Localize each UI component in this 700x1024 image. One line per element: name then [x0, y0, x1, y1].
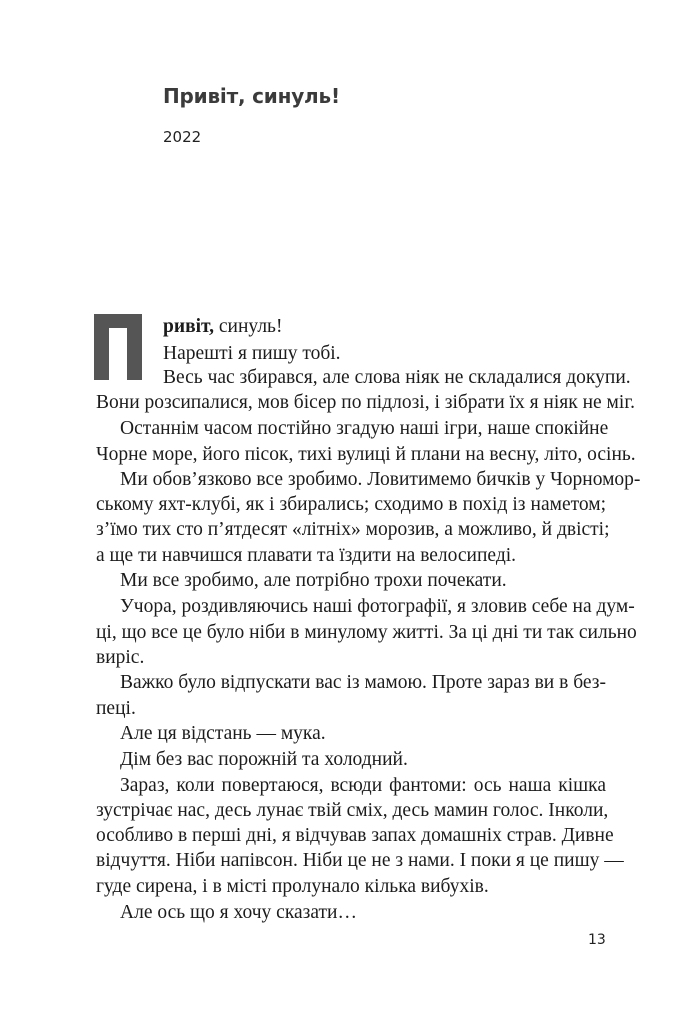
text-line-6: Чорне море, його пісок, тихі вулиці й плани на весну, літо, осінь. [96, 444, 636, 465]
text-line-17: Але ця відстань — мука. [120, 723, 326, 744]
text-line-1: ривіт, синуль! [163, 316, 283, 337]
page-number: 13 [588, 932, 606, 948]
text-line-2: Нарешті я пишу тобі. [163, 343, 341, 364]
text-line-15: Важко було відпускати вас із мамою. Проте зараз ви в без- [120, 672, 606, 693]
text-line-20: зустрічає нас, десь лунає твій сміх, десь мамин голос. Інколи, [96, 800, 609, 821]
text-line-16: пеці. [96, 698, 136, 719]
text-line-3: Весь час збирався, але слова ніяк не складалися докупи. [163, 367, 631, 388]
text-line-14: виріс. [96, 647, 145, 668]
text-line-10: а ще ти навчишся плавати та їздити на велосипеді. [96, 545, 517, 566]
text-line-23: гуде сирена, і в місті пролунало кілька вибухів. [96, 876, 489, 897]
text-line-7: Ми обов’язково все зробимо. Ловитимемо бичків у Чорномор- [120, 469, 641, 490]
drop-cap-letter [94, 314, 142, 380]
text-line-18: Дім без вас порожній та холодний. [120, 749, 408, 770]
text-line-12: Учора, роздивляючись наші фотографії, я зловив себе на дум- [120, 596, 635, 617]
text-line-24: Але ось що я хочу сказати… [120, 902, 357, 923]
chapter-title: Привіт, синуль! [163, 84, 340, 108]
text-line-4: Вони розсипалися, мов бісер по підлозі, і зібрати їх я ніяк не міг. [96, 392, 635, 413]
text-line-22: відчуття. Ніби напівсон. Ніби це не з нами. І поки я це пишу — [96, 850, 624, 871]
text-line-5: Останнім часом постійно згадую наші ігри, наше спокійне [120, 418, 609, 439]
chapter-year: 2022 [163, 128, 202, 146]
text-line-13: ці, що все це було ніби в минулому житті. За ці дні ти так сильно [96, 622, 637, 643]
text-line-21: особливо в перші дні, я відчував запах домашніх страв. Дивне [96, 825, 614, 846]
text-line-8: ському яхт-клубі, як і збирались; сходимо в похід із наметом; [96, 494, 606, 515]
text-line-19: Зараз, коли повертаюся, всюди фантоми: ось наша кішка [120, 775, 606, 796]
text-line-11: Ми все зробимо, але потрібно трохи почекати. [120, 570, 507, 591]
text-line-9: з’їмо тих сто п’ятдесят «літніх» морозив, а можливо, й двісті; [96, 519, 610, 540]
